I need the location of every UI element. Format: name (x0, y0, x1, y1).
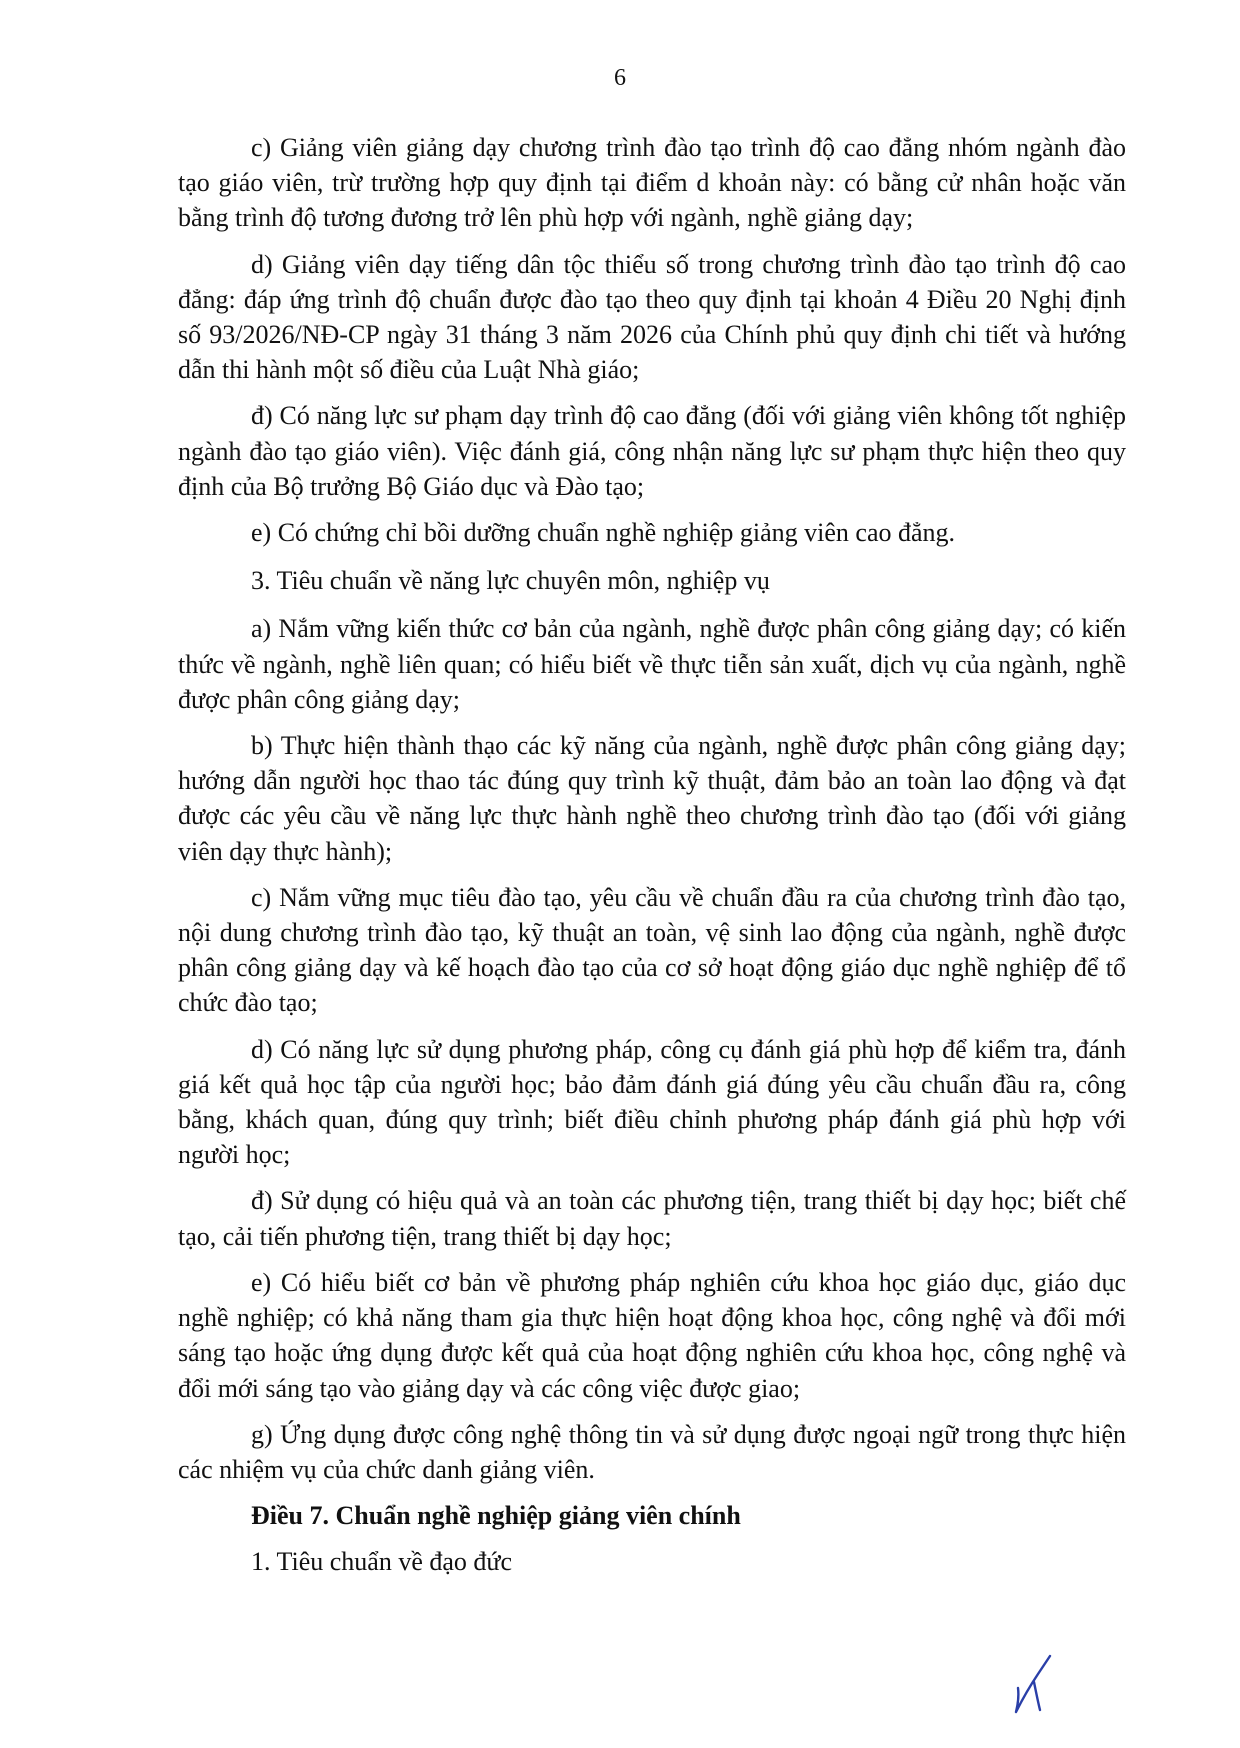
signature-initial-mark (1010, 1652, 1056, 1718)
paragraph-d-assessment: d) Có năng lực sử dụng phương pháp, công cụ đánh giá phù hợp để kiểm tra, đánh giá kết quả học tập của người học; bảo đảm đánh giá đúng yêu cầu chuẩn đầu ra, công bằng, khách quan, đúng quy trình; biết điều chỉnh phương pháp đánh giá phù hợp với người học; (178, 1034, 1126, 1170)
section-1-ethics-standards: 1. Tiêu chuẩn về đạo đức (251, 1547, 513, 1577)
paragraph-a-basic-knowledge: a) Nắm vững kiến thức cơ bản của ngành, nghề được phân công giảng dạy; có kiến thức về ngành, nghề liên quan; có hiểu biết về thực tiễn sản xuất, dịch vụ của ngành, nghề được phân công giảng dạy; (178, 614, 1126, 714)
paragraph-b-skills: b) Thực hiện thành thạo các kỹ năng của ngành, nghề được phân công giảng dạy; hướng dẫn người học thao tác đúng quy trình kỹ thuật, đảm bảo an toàn lao động và đạt được các yêu cầu về năng lực thực hành nghề theo chương trình đào tạo (đối với giảng viên dạy thực hành); (178, 731, 1126, 866)
paragraph-dd-teaching-equipment: đ) Sử dụng có hiệu quả và an toàn các phương tiện, trang thiết bị dạy học; biết chế tạo, cải tiến phương tiện, trang thiết bị dạy học; (178, 1186, 1126, 1251)
paragraph-e-certificate: e) Có chứng chỉ bồi dưỡng chuẩn nghề nghiệp giảng viên cao đẳng. (251, 518, 956, 548)
paragraph-c-lecturer-teacher-training: c) Giảng viên giảng dạy chương trình đào tạo trình độ cao đẳng nhóm ngành đào tạo giáo viên, trừ trường hợp quy định tại điểm d khoản này: có bằng cử nhân hoặc văn bằng trình độ tương đương trở lên phù hợp với ngành, nghề giảng dạy; (178, 133, 1126, 233)
page-number: 6 (614, 65, 626, 91)
paragraph-e-research: e) Có hiểu biết cơ bản về phương pháp nghiên cứu khoa học giáo dục, giáo dục nghề nghiệp; có khả năng tham gia thực hiện hoạt động khoa học, công nghệ và đổi mới sáng tạo hoặc ứng dụng được kết quả của hoạt động nghiên cứu khoa học, công nghệ và đổi mới sáng tạo vào giảng dạy và các công việc được giao; (178, 1267, 1126, 1403)
paragraph-g-it-foreign-language: g) Ứng dụng được công nghệ thông tin và sử dụng được ngoại ngữ trong thực hiện các nhiệm vụ của chức danh giảng viên. (178, 1419, 1126, 1484)
section-3-professional-standards: 3. Tiêu chuẩn về năng lực chuyên môn, nghiệp vụ (251, 566, 770, 596)
article-7-heading: Điều 7. Chuẩn nghề nghiệp giảng viên chính (251, 1501, 741, 1531)
paragraph-c-training-objectives: c) Nắm vững mục tiêu đào tạo, yêu cầu về chuẩn đầu ra của chương trình đào tạo, nội dung chương trình đào tạo, kỹ thuật an toàn, vệ sinh lao động của ngành, nghề được phân công giảng dạy và kế hoạch đào tạo của cơ sở hoạt động giáo dục nghề nghiệp để tổ chức đào tạo; (178, 882, 1126, 1018)
paragraph-d-ethnic-language-lecturer: d) Giảng viên dạy tiếng dân tộc thiểu số trong chương trình đào tạo trình độ cao đẳng: đáp ứng trình độ chuẩn được đào tạo theo quy định tại khoản 4 Điều 20 Nghị định số 93/2026/NĐ-CP ngày 31 tháng 3 năm 2026 của Chính phủ quy định chi tiết và hướng dẫn thi hành một số điều của Luật Nhà giáo; (178, 249, 1126, 385)
paragraph-dd-pedagogical-capacity: đ) Có năng lực sư phạm dạy trình độ cao đẳng (đối với giảng viên không tốt nghiệp ngành đào tạo giáo viên). Việc đánh giá, công nhận năng lực sư phạm thực hiện theo quy định của Bộ trưởng Bộ Giáo dục và Đào tạo; (178, 401, 1126, 501)
document-body (178, 130, 1126, 1593)
